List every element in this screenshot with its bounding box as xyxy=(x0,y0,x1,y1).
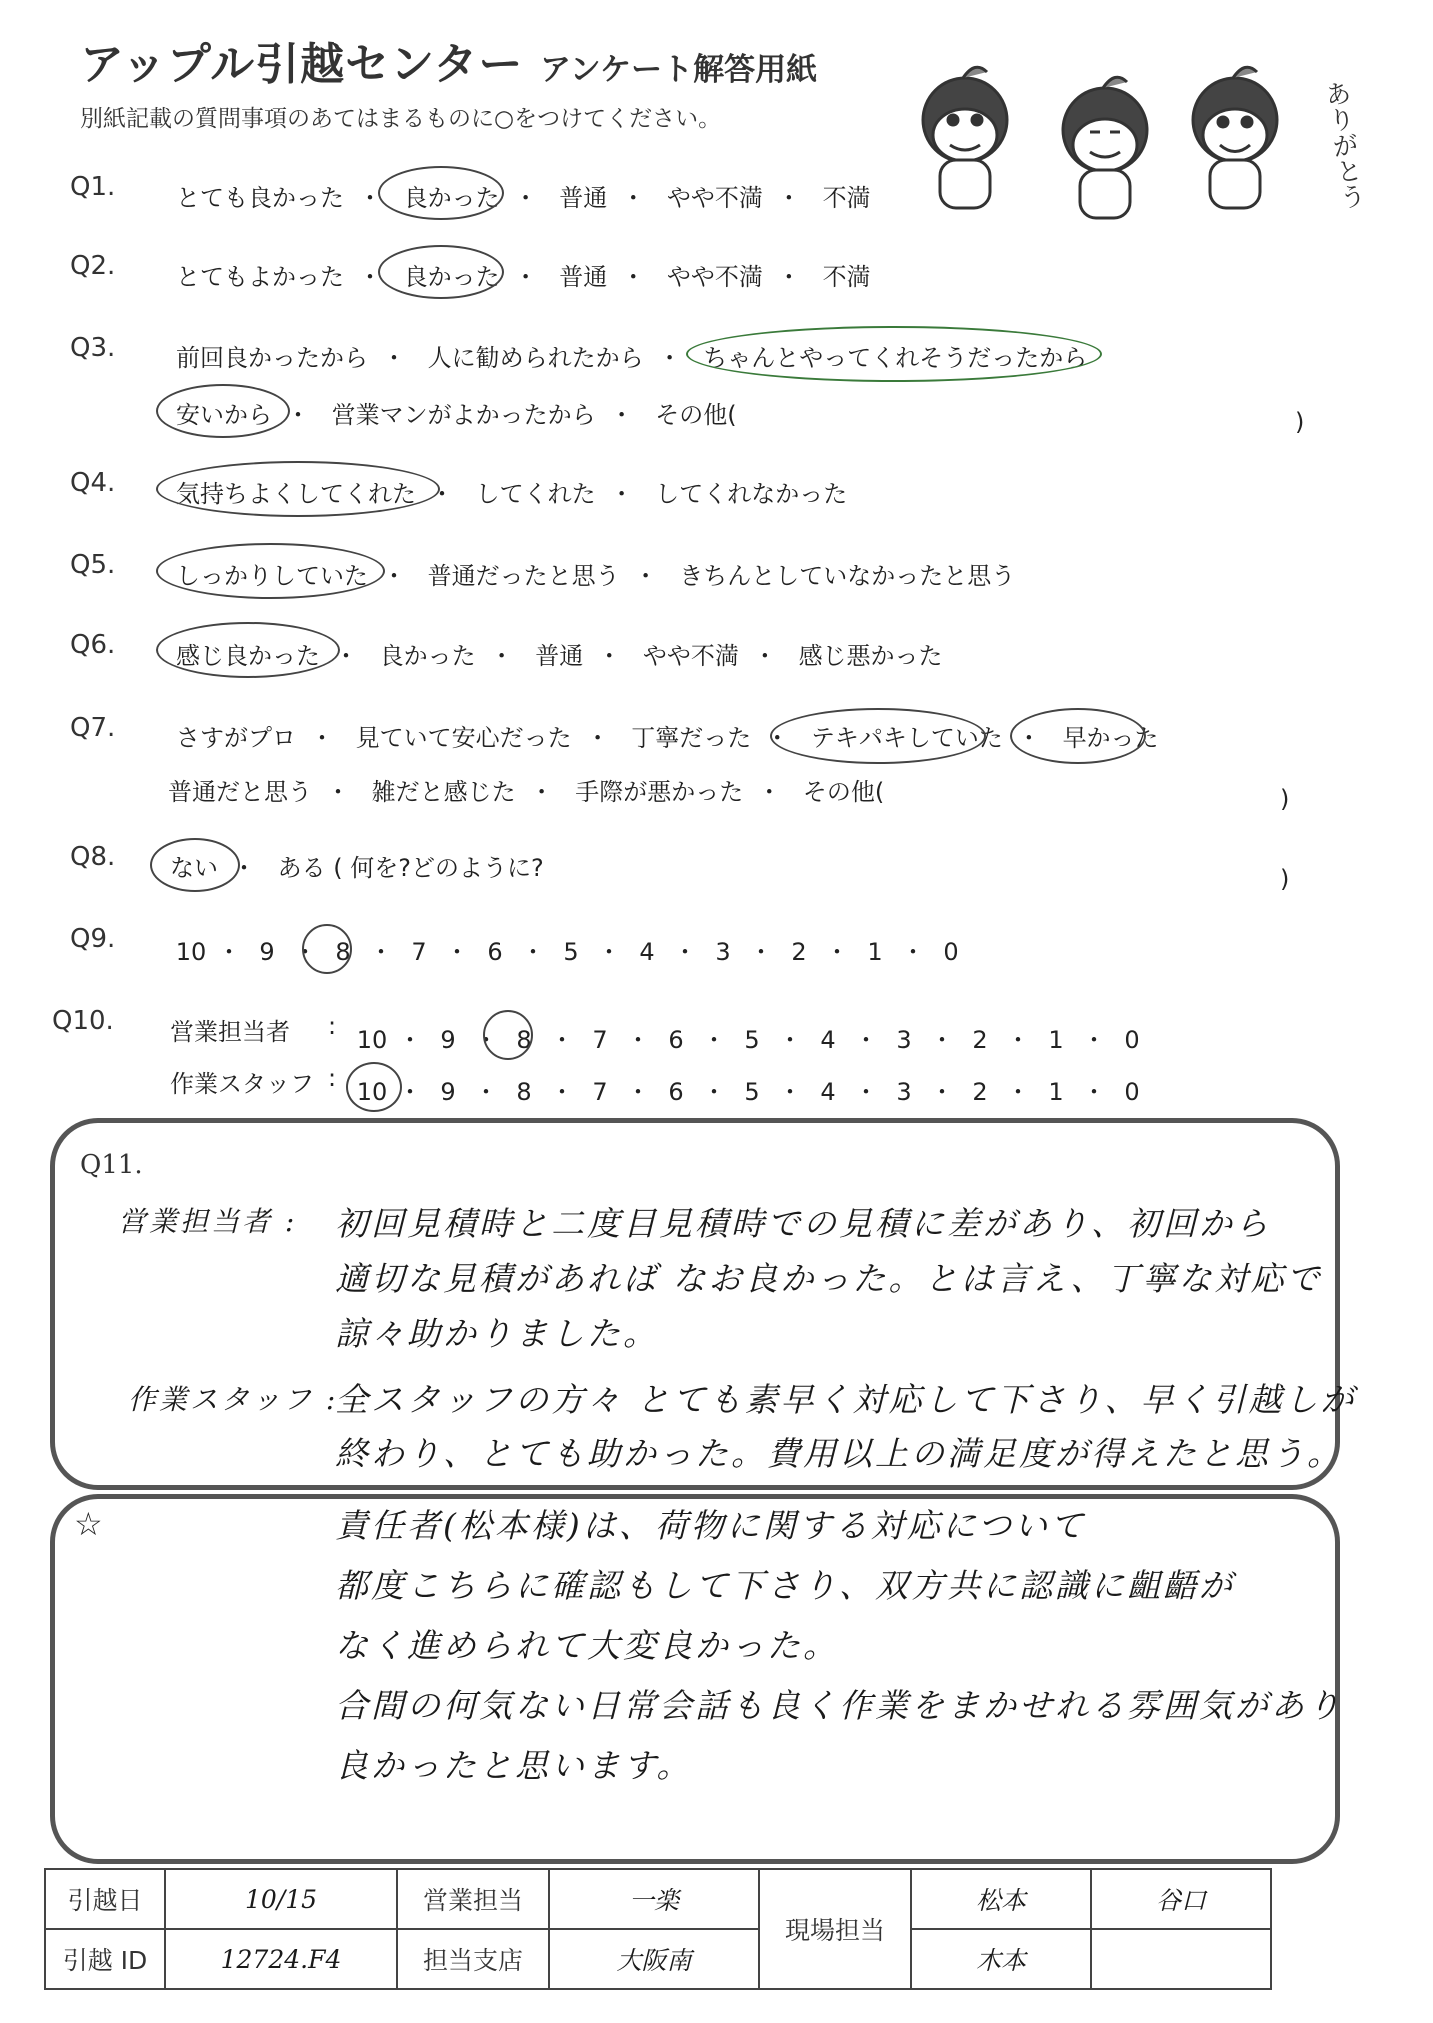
q3-options-row2: 安いから ・ 営業マンがよかったから ・ その他( xyxy=(176,401,737,429)
q1-option-4[interactable]: やや不満 xyxy=(666,184,763,212)
q9-score-10[interactable]: 10 xyxy=(175,938,207,966)
star-line-1: 責任者(松本様)は、荷物に関する対応について xyxy=(335,1506,1087,1545)
q10-sales-score-7[interactable]: 7 xyxy=(592,1026,608,1054)
q9-score-0[interactable]: 0 xyxy=(943,938,959,966)
q10-staff-score-9[interactable]: 9 xyxy=(440,1078,456,1106)
q2-option-5[interactable]: 不満 xyxy=(822,263,871,291)
q10-sales-score-4[interactable]: 4 xyxy=(820,1026,836,1054)
q5-option-1[interactable]: しっかりしていた xyxy=(176,562,368,590)
sales-rep-value: 一楽 xyxy=(549,1869,759,1929)
q8-option-2[interactable]: ある ( 何を?どのように? xyxy=(277,854,544,882)
q1-option-5[interactable]: 不満 xyxy=(822,184,871,212)
q6-options: 感じ良かった ・ 良かった ・ 普通 ・ やや不満 ・ 感じ悪かった xyxy=(176,642,943,670)
q9-score-3[interactable]: 3 xyxy=(715,938,731,966)
q7-option-3[interactable]: 丁寧だった xyxy=(631,724,752,752)
q11-staff-line-1: 全スタッフの方々 とても素早く対応して下さり、早く引越しが xyxy=(335,1380,1357,1419)
q10-sales-answer-circle xyxy=(483,1010,533,1060)
q11-number: Q11. xyxy=(80,1150,143,1180)
q4-option-3[interactable]: してくれなかった xyxy=(655,480,848,508)
move-id-value: 12724.F4 xyxy=(165,1929,397,1989)
site-rep-1: 松本 xyxy=(911,1869,1091,1929)
q11-staff-line-2: 終わり、とても助かった。費用以上の満足度が得えたと思う。 xyxy=(335,1434,1343,1473)
q6-answer-circle xyxy=(156,622,340,678)
q7-options-row2: 普通だと思う ・ 雑だと感じた ・ 手際が悪かった ・ その他( xyxy=(168,778,885,806)
q10-staff-colon: : xyxy=(328,1064,337,1092)
q10-sales-score-3[interactable]: 3 xyxy=(896,1026,912,1054)
site-rep-3: 木本 xyxy=(911,1929,1091,1989)
q5-options: しっかりしていた ・ 普通だったと思う ・ きちんとしていなかったと思う xyxy=(176,562,1016,590)
q9-answer-circle xyxy=(302,924,352,974)
monkey-icon xyxy=(1063,77,1147,218)
q10-staff-answer-circle xyxy=(346,1062,402,1112)
q7-option-7[interactable]: 雑だと感じた xyxy=(371,778,516,806)
q8-option-1[interactable]: ない xyxy=(170,854,218,882)
q3-answer-circle-1 xyxy=(686,326,1102,382)
q7-option-2[interactable]: 見ていて安心だった xyxy=(355,724,572,752)
q3-option-3[interactable]: ちゃんとやってくれそうだったから xyxy=(703,344,1088,372)
q4-option-2[interactable]: してくれた xyxy=(475,480,596,508)
q7-close-paren: ) xyxy=(1280,785,1290,813)
footer-info-table xyxy=(44,1868,1272,1990)
q7-answer-circle-2 xyxy=(1010,708,1146,764)
q1-option-1[interactable]: とても良かった xyxy=(176,184,344,212)
q7-number: Q7. xyxy=(70,713,116,743)
q8-answer-circle xyxy=(150,838,240,892)
company-title: アップル引越センター xyxy=(80,39,524,90)
q10-sales-label: 営業担当者 xyxy=(170,1018,290,1046)
q9-score-5[interactable]: 5 xyxy=(563,938,579,966)
q11-sales-line-2: 適切な見積があれば なお良かった。とは言え、丁寧な対応で xyxy=(335,1259,1323,1298)
q6-number: Q6. xyxy=(70,630,116,660)
q3-options-row1: 前回良かったから ・ 人に勧められたから ・ ちゃんとやってくれそうだったから xyxy=(176,344,1088,372)
q1-option-3[interactable]: 普通 xyxy=(559,184,608,212)
q5-option-3[interactable]: きちんとしていなかったと思う xyxy=(679,562,1016,590)
q10-staff-score-0[interactable]: 0 xyxy=(1124,1078,1140,1106)
q9-score-6[interactable]: 6 xyxy=(487,938,503,966)
q1-answer-circle xyxy=(378,166,504,220)
q10-staff-scale: 10 ・ 9 ・ 8 ・ 7 ・ 6 ・ 5 ・ 4 ・ 3 ・ 2 ・ 1 ・ 0 xyxy=(346,1072,1158,1107)
q7-option-1[interactable]: さすがプロ xyxy=(176,724,296,752)
q6-option-5[interactable]: 感じ悪かった xyxy=(798,642,943,670)
q11-sales-line-1: 初回見積時と二度目見積時での見積に差があり、初回から xyxy=(335,1204,1271,1243)
q10-staff-score-4[interactable]: 4 xyxy=(820,1078,836,1106)
q10-sales-scale: 10 ・ 9 ・ 8 ・ 7 ・ 6 ・ 5 ・ 4 ・ 3 ・ 2 ・ 1 ・ 0 xyxy=(346,1020,1158,1055)
monkey-icon xyxy=(923,67,1007,208)
q7-option-6[interactable]: 普通だと思う xyxy=(168,778,312,806)
move-date-label: 引越日 xyxy=(45,1869,165,1929)
sales-rep-label: 営業担当 xyxy=(397,1869,549,1929)
q9-score-9[interactable]: 9 xyxy=(259,938,275,966)
q6-option-1[interactable]: 感じ良かった xyxy=(176,642,320,670)
q9-score-8[interactable]: 8 xyxy=(335,938,351,966)
q10-staff-label: 作業スタッフ xyxy=(170,1070,314,1098)
q10-sales-score-2[interactable]: 2 xyxy=(972,1026,988,1054)
q6-option-3[interactable]: 普通 xyxy=(535,642,584,670)
q7-option-9[interactable]: その他( xyxy=(802,778,885,806)
q3-number: Q3. xyxy=(70,333,116,363)
mascot-illustration xyxy=(895,60,1335,230)
q1-number: Q1. xyxy=(70,172,116,202)
q5-number: Q5. xyxy=(70,550,116,580)
q3-option-4[interactable]: 安いから xyxy=(176,401,272,429)
form-subtitle: アンケート解答用紙 xyxy=(540,52,818,88)
q2-option-1[interactable]: とてもよかった xyxy=(176,263,344,291)
q2-option-3[interactable]: 普通 xyxy=(559,263,608,291)
q10-staff-score-8[interactable]: 8 xyxy=(516,1078,532,1106)
q1-options: とても良かった ・ 良かった ・ 普通 ・ やや不満 ・ 不満 xyxy=(176,184,871,212)
q10-sales-score-9[interactable]: 9 xyxy=(440,1026,456,1054)
q10-staff-score-7[interactable]: 7 xyxy=(592,1078,608,1106)
q11-sales-label: 営業担当者 : xyxy=(118,1205,298,1238)
branch-label: 担当支店 xyxy=(397,1929,549,1989)
q10-sales-score-5[interactable]: 5 xyxy=(744,1026,760,1054)
q2-number: Q2. xyxy=(70,251,116,281)
q3-option-1[interactable]: 前回良かったから xyxy=(176,344,368,372)
star-line-5: 良かったと思います。 xyxy=(335,1746,693,1785)
q7-option-4[interactable]: テキパキしていた xyxy=(810,724,1003,752)
q9-score-1[interactable]: 1 xyxy=(867,938,883,966)
q10-sales-score-8[interactable]: 8 xyxy=(516,1026,532,1054)
q10-staff-score-2[interactable]: 2 xyxy=(972,1078,988,1106)
q8-number: Q8. xyxy=(70,842,116,872)
q3-answer-circle-2 xyxy=(156,384,290,438)
q11-staff-label: 作業スタッフ : xyxy=(128,1383,339,1416)
q10-staff-score-10[interactable]: 10 xyxy=(356,1078,388,1106)
q10-sales-score-0[interactable]: 0 xyxy=(1124,1026,1140,1054)
q10-sales-score-1[interactable]: 1 xyxy=(1048,1026,1064,1054)
star-line-3: なく進められて大変良かった。 xyxy=(335,1626,839,1665)
q10-staff-score-3[interactable]: 3 xyxy=(896,1078,912,1106)
q2-option-2[interactable]: 良かった xyxy=(403,263,500,291)
thanks-text: ありがとう xyxy=(1319,78,1367,212)
q10-staff-score-5[interactable]: 5 xyxy=(744,1078,760,1106)
site-rep-label: 現場担当 xyxy=(759,1869,911,1989)
q2-option-4[interactable]: やや不満 xyxy=(666,263,763,291)
q10-number: Q10. xyxy=(52,1006,114,1036)
q3-option-6[interactable]: その他( xyxy=(655,401,737,429)
q8-close-paren: ) xyxy=(1280,865,1290,893)
q3-option-5[interactable]: 営業マンがよかったから xyxy=(331,401,596,429)
q4-answer-circle xyxy=(156,461,440,517)
star-comment-box xyxy=(50,1494,1340,1864)
q9-score-7[interactable]: 7 xyxy=(411,938,427,966)
q10-sales-score-10[interactable]: 10 xyxy=(356,1026,388,1054)
move-date-value: 10/15 xyxy=(165,1869,397,1929)
q1-option-2[interactable]: 良かった xyxy=(403,184,500,212)
q10-sales-score-6[interactable]: 6 xyxy=(668,1026,684,1054)
q9-score-2[interactable]: 2 xyxy=(791,938,807,966)
q4-number: Q4. xyxy=(70,468,116,498)
move-id-label: 引越 ID xyxy=(45,1929,165,1989)
branch-value: 大阪南 xyxy=(549,1929,759,1989)
q7-option-5[interactable]: 早かった xyxy=(1062,724,1159,752)
q2-options: とてもよかった ・ 良かった ・ 普通 ・ やや不満 ・ 不満 xyxy=(176,263,871,291)
q11-sales-line-3: 諒々助かりました。 xyxy=(335,1314,659,1353)
q3-close-paren: ) xyxy=(1295,408,1305,436)
q9-score-4[interactable]: 4 xyxy=(639,938,655,966)
q6-option-4[interactable]: やや不満 xyxy=(642,642,739,670)
q10-staff-score-1[interactable]: 1 xyxy=(1048,1078,1064,1106)
star-icon: ☆ xyxy=(74,1505,103,1543)
star-line-2: 都度こちらに確認もして下さり、双方共に認識に齟齬が xyxy=(335,1566,1235,1605)
q7-options-row1: さすがプロ ・ 見ていて安心だった ・ 丁寧だった ・ テキパキしていた ・ 早かった xyxy=(176,724,1159,752)
q3-option-2[interactable]: 人に勧められたから xyxy=(427,344,644,372)
q9-number: Q9. xyxy=(70,924,116,954)
q5-option-2[interactable]: 普通だったと思う xyxy=(427,562,620,590)
star-line-4: 合間の何気ない日常会話も良く作業をまかせれる雰囲気があり xyxy=(335,1686,1343,1725)
q7-answer-circle-1 xyxy=(770,708,986,764)
q4-options: 気持ちよくしてくれた ・ してくれた ・ してくれなかった xyxy=(176,480,848,508)
q5-answer-circle xyxy=(156,543,385,599)
q7-option-8[interactable]: 手際が悪かった xyxy=(575,778,744,806)
instruction-text: 別紙記載の質問事項のあてはまるものに○をつけてください。 xyxy=(80,106,722,132)
q6-option-2[interactable]: 良かった xyxy=(379,642,476,670)
q10-sales-colon: : xyxy=(328,1012,337,1040)
q10-staff-score-6[interactable]: 6 xyxy=(668,1078,684,1106)
site-rep-2: 谷口 xyxy=(1091,1869,1271,1929)
q2-answer-circle xyxy=(378,245,504,299)
q8-options: ない ・ ある ( 何を?どのように? xyxy=(170,854,544,882)
site-rep-empty xyxy=(1091,1929,1271,1989)
monkey-icon xyxy=(1193,67,1277,208)
q9-scale: 10 ・ 9 ・ 8 ・ 7 ・ 6 ・ 5 ・ 4 ・ 3 ・ 2 ・ 1 ・ 0 xyxy=(165,932,977,967)
q4-option-1[interactable]: 気持ちよくしてくれた xyxy=(176,480,416,508)
